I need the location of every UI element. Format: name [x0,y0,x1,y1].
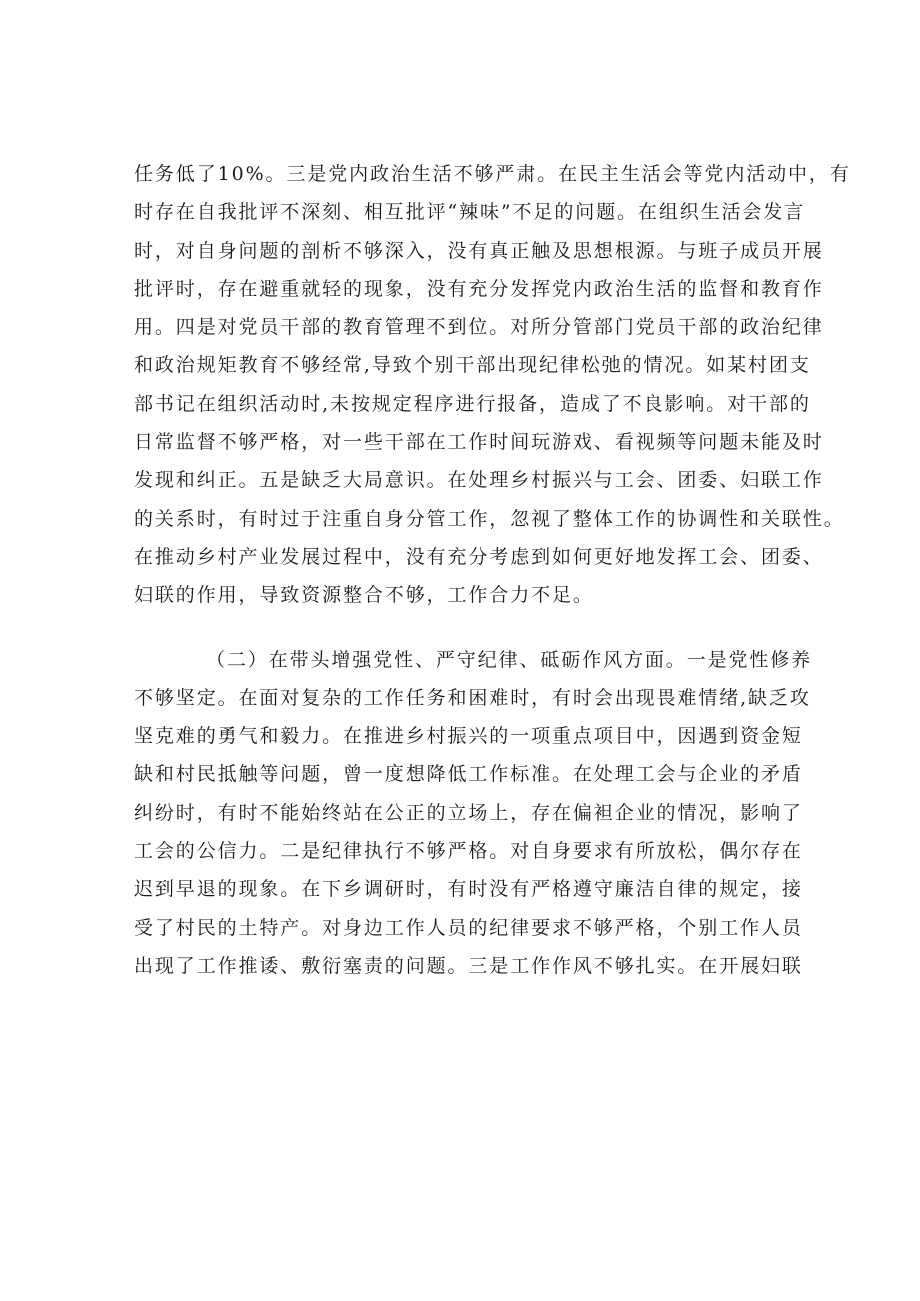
text-line: 纠纷时，有时不能始终站在公正的立场上，存在偏袒企业的情况，影响了 [134,801,803,824]
text-line: 发现和纠正。五是缺乏大局意识。在处理乡村振兴与工会、团委、妇联工作 [134,469,824,492]
text-line: 任务低了10%。三是党内政治生活不够严肃。在民主生活会等党内活动中，有 [134,163,851,185]
text-line: 的关系时，有时过于注重自身分管工作，忽视了整体工作的协调性和关联性。 [134,507,845,530]
section-heading-line: （二）在带头增强党性、严守纪律、砥砺作风方面。一是党性修养 [206,648,813,671]
text-line: 和政治规矩教育不够经常,导致个别干部出现纪律松弛的情况。如某村团支 [134,354,811,377]
text-line: 不够坚定。在面对复杂的工作任务和困难时，有时会出现畏难情绪,缺乏攻 [134,686,811,709]
text-line: 妇联的作用，导致资源整合不够，工作合力不足。 [134,584,594,607]
text-line: 批评时，存在避重就轻的现象，没有充分发挥党内政治生活的监督和教育作 [134,277,824,300]
text-line: 缺和村民抵触等问题，曾一度想降低工作标准。在处理工会与企业的矛盾 [134,763,803,786]
paragraph-2 [134,641,813,986]
text-line: 时，对自身问题的剖析不够深入，没有真正触及思想根源。与班子成员开展 [134,239,824,262]
text-line: 部书记在组织活动时,未按规定程序进行报备，造成了不良影响。对干部的 [134,392,811,415]
text-line: 出现了工作推诿、敷衍塞责的问题。三是工作作风不够扎实。在开展妇联 [134,954,803,977]
text-line: 迟到早退的现象。在下乡调研时，有时没有严格遵守廉洁自律的规定，接 [134,878,803,901]
document-body [134,155,851,985]
paragraph-1 [134,155,851,615]
text-line: 在推动乡村产业发展过程中，没有充分考虑到如何更好地发挥工会、团委、 [134,545,824,568]
text-line: 用。四是对党员干部的教育管理不到位。对所分管部门党员干部的政治纪律 [134,316,824,339]
text-line: 时存在自我批评不深刻、相互批评“辣味”不足的问题。在组织生活会发言 [134,201,806,224]
text-line: 工会的公信力。二是纪律执行不够严格。对自身要求有所放松，偶尔存在 [134,840,803,863]
text-line: 受了村民的土特产。对身边工作人员的纪律要求不够严格，个别工作人员 [134,916,803,939]
paragraph-gap [134,615,796,641]
text-line: 日常监督不够严格，对一些干部在工作时间玩游戏、看视频等问题未能及时 [134,431,824,454]
text-line: 坚克难的勇气和毅力。在推进乡村振兴的一项重点项目中，因遇到资金短 [134,725,803,748]
